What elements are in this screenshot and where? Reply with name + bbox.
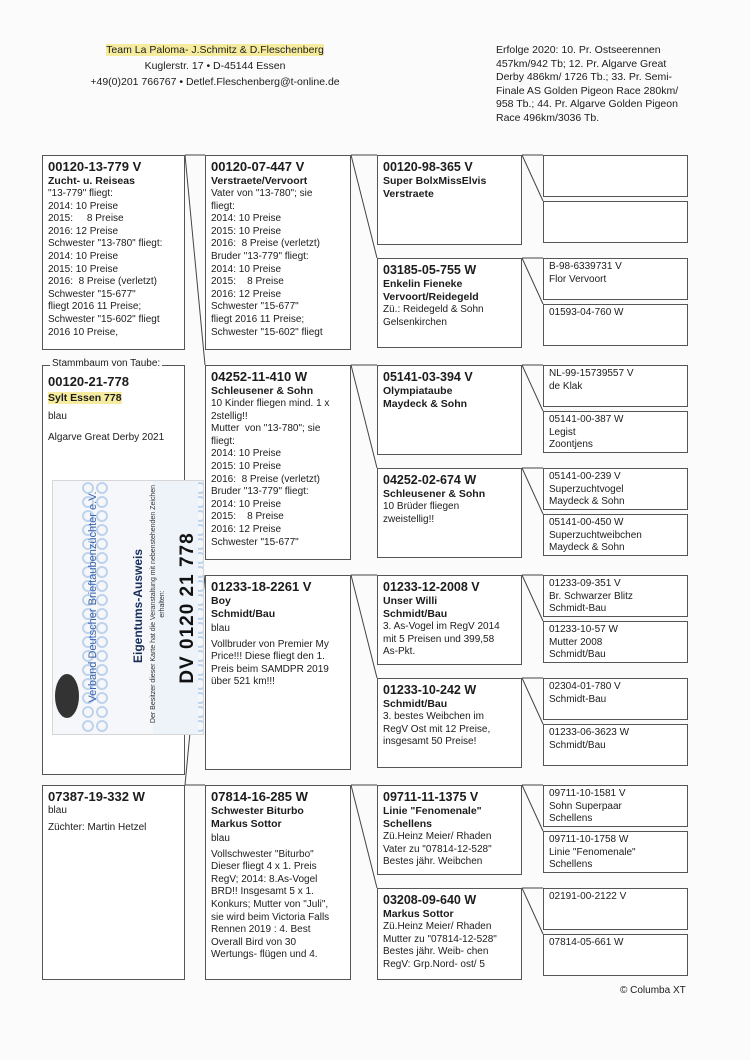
note-line: Schwester "15-677" [48, 288, 136, 300]
stammbaum-legend: Stammbaum von Taube: [52, 358, 161, 369]
note-line: 01233-10-57 W [549, 624, 618, 635]
gen2-box [205, 365, 351, 560]
note-line: Preis beim SAMDPR 2019 [211, 663, 329, 675]
father-box [42, 155, 185, 350]
erfolge-line: Derby 486km/ 1726 Tb.; 33. Pr. Semi- [496, 71, 673, 83]
pigeon-name: Zucht- u. Reiseas [48, 175, 135, 187]
pedigree-notes [383, 501, 516, 526]
note-line: 09711-10-1758 W [549, 834, 629, 845]
note-line: fliegt 2016 11 Preise; [211, 313, 305, 325]
ancestor-box [543, 785, 688, 827]
ancestor-box [543, 888, 688, 930]
note-line: Price!!! Diese fliegt den 1. [211, 651, 325, 663]
gen3-box [377, 258, 522, 348]
note-line: Vollbruder von Premier My [211, 638, 329, 650]
note-line: Mutter zu "07814-12-528" [383, 933, 497, 945]
note-line: 2016 10 Preise, [48, 326, 119, 338]
note-line: 01233-09-351 V [549, 578, 621, 589]
pedigree-notes [383, 711, 516, 749]
erfolge-block [496, 44, 711, 125]
card-label: Eigentums-Ausweis [131, 548, 145, 664]
ancestor-box [543, 724, 688, 766]
pigeon-name: Enkelin Fieneke [383, 278, 463, 290]
note-line: 10 Kinder fliegen mind. 1 x [211, 398, 330, 409]
ring-number: 04252-02-674 W [383, 473, 477, 487]
note-line: 05141-00-387 W [549, 414, 624, 425]
note-line: Schwester "15-602" fliegt [48, 313, 160, 325]
ancestor-box [543, 411, 688, 453]
note-line: Schmidt/Bau [549, 739, 606, 751]
pigeon-note: Algarve Great Derby 2021 [48, 431, 165, 443]
ring-number: 07814-16-285 W [211, 789, 308, 804]
ancestor-box [543, 934, 688, 976]
note-line: 05141-00-239 V [549, 471, 621, 482]
pedigree-notes [383, 621, 516, 659]
pigeon-name: Sylt Essen 778 [48, 392, 122, 404]
note-line: 2016: 12 Preise [48, 225, 119, 237]
note-line: Vater von "13-780"; sie [211, 188, 313, 199]
note-line: 2015: 10 Preise [211, 460, 282, 472]
pigeon-name: Markus Sottor [383, 908, 454, 920]
ancestor-box [543, 258, 688, 300]
note-line: 09711-10-1581 V [549, 788, 626, 799]
pigeon-name: Super BolxMissElvis [383, 175, 487, 187]
pedigree-notes [48, 188, 179, 339]
pigeon-owner: Markus Sottor [211, 818, 282, 830]
note-line: Bruder "13-779" fliegt: [211, 486, 309, 498]
gen3-box [377, 785, 522, 875]
note-line: 2014: 10 Preise [48, 250, 119, 262]
gen2-box [205, 575, 351, 770]
pigeon-owner: Vervoort/Reidegeld [383, 291, 479, 303]
card-title: Verband Deutscher Brieftaubenzüchter e.V. [87, 491, 99, 703]
note-line: Wertungs- flügen und 4. [211, 949, 318, 961]
note-line: Bestes jähr. Weibchen [383, 856, 483, 868]
note-line: As-Pkt. [383, 646, 416, 658]
ring-number: 01233-18-2261 V [211, 579, 312, 594]
gen3-box [377, 468, 522, 558]
erfolge-line: Finale AS Golden Pigeon Race 280km/ [496, 84, 679, 97]
erfolge-line: Erfolge 2020: 10. Pr. Ostseerennen [496, 44, 661, 56]
ancestor-box [543, 468, 688, 510]
note-line: Vater zu "07814-12-528" [383, 843, 492, 855]
breeder: Züchter: Martin Hetzel [48, 821, 147, 833]
note-line: fliegt: [211, 435, 235, 447]
note-line: 2015: 8 Preise [48, 213, 124, 225]
note-line: Rennen 2019 : 4. Best [211, 924, 311, 936]
note-line: sie wird beim Victoria Falls [211, 911, 330, 923]
note-line: Mutter 2008 [549, 636, 603, 648]
ring-number: 07387-19-332 W [48, 789, 145, 804]
pigeon-name: Schwester Biturbo [211, 805, 304, 817]
note-line: Schellens [549, 813, 593, 825]
note-line: 2016: 12 Preise [211, 288, 282, 300]
pedigree-notes [383, 921, 516, 971]
contact: +49(0)201 766767 • Detlef.Fleschenberg@t-online.de [90, 76, 340, 88]
pigeon-owner: Schellens [383, 818, 433, 830]
pigeon-name: Unser Willi [383, 595, 438, 607]
card-number: DV 0120 21 778 [177, 532, 198, 684]
ancestor-box [543, 831, 688, 873]
pigeon-color: blau [48, 805, 67, 816]
note-line: 05141-00-450 W [549, 517, 624, 528]
pigeon-color: blau [48, 411, 67, 422]
note-line: 2016: 8 Preise (verletzt) [48, 276, 157, 288]
note-line: Vollschwester "Biturbo" [211, 848, 314, 860]
pigeon-owner: Maydeck & Sohn [383, 398, 468, 410]
note-line: Overall Bird von 30 [211, 936, 297, 948]
ring-number: 00120-98-365 V [383, 160, 473, 174]
note-line: über 521 km!!! [211, 676, 275, 688]
address: Kuglerstr. 17 • D-45144 Essen [144, 60, 286, 72]
note-line: "13-779" fliegt: [48, 188, 113, 199]
pigeon-name: Verstraete/Vervoort [211, 175, 308, 187]
gen3-box [377, 678, 522, 768]
ring-number: 09711-11-1375 V [383, 790, 479, 804]
note-line: 2014: 10 Preise [48, 200, 119, 212]
note-line: Schwester "13-780" fliegt: [48, 238, 163, 250]
note-line: Schellens [549, 859, 593, 871]
erfolge-line: Race 496km/3036 Tb. [496, 111, 600, 124]
note-line: Legist [549, 426, 576, 438]
note-line: mit 5 Preisen und 399,58 [383, 633, 495, 645]
pedigree-notes [211, 639, 345, 689]
card-small-text: Der Besitzer dieser Karte hat die Veranstaltung mit nebenstehenden Zeichen erhalten: [150, 484, 166, 724]
note-line: Br. Schwarzer Blitz [549, 590, 633, 602]
note-line: Konkurs; Mutter von "Juli", [211, 898, 329, 910]
pigeon-name: Boy [211, 595, 231, 607]
team-name: Team La Paloma- J.Schmitz & D.Fleschenberg [106, 44, 324, 56]
note-line: fliegt: [211, 200, 235, 212]
note-line: Gelsenkirchen [383, 316, 447, 328]
gen3-box [377, 888, 522, 980]
pigeon-owner: Schmidt/Bau [383, 608, 448, 620]
note-line: Superzuchtvogel [549, 483, 624, 495]
note-line: Sohn Superpaar [549, 800, 622, 812]
note-line: 07814-05-661 W [549, 937, 624, 948]
note-line: Schmidt-Bau [549, 693, 607, 705]
breeder-header [80, 42, 350, 90]
note-line: Zü.Heinz Meier/ Rhaden [383, 831, 492, 842]
note-line: Maydeck & Sohn [549, 542, 625, 554]
gen3-box [377, 155, 522, 245]
note-line: Zü.Heinz Meier/ Rhaden [383, 921, 492, 932]
ring-number: 04252-11-410 W [211, 369, 308, 384]
ancestor-box [543, 678, 688, 720]
note-line: de Klak [549, 380, 583, 392]
pigeon-name: Olympiataube [383, 385, 453, 397]
gen3-box [377, 575, 522, 665]
note-line: 02304-01-780 V [549, 681, 621, 692]
note-line: Maydeck & Sohn [549, 496, 625, 508]
note-line: Schmidt-Bau [549, 603, 607, 615]
note-line: 01593-04-760 W [549, 307, 624, 318]
note-line: 3. As-Vogel im RegV 2014 [383, 621, 500, 632]
note-line: 2016: 8 Preise (verletzt) [211, 473, 320, 485]
ancestor-box [543, 201, 688, 243]
pigeon-name: Schmidt/Bau [383, 698, 448, 710]
pigeon-owner: Verstraete [383, 188, 434, 200]
ancestor-box [543, 365, 688, 407]
pedigree-notes [211, 398, 345, 549]
note-line: Zü.: Reidegeld & Sohn [383, 304, 484, 315]
note-line: 2014: 10 Preise [211, 213, 282, 225]
gen3-box [377, 365, 522, 455]
note-line: RegV; 2014: 8.As-Vogel [211, 873, 318, 885]
pigeon-name: Linie "Fenomenale" [383, 805, 482, 817]
note-line: 2016: 8 Preise (verletzt) [211, 238, 320, 250]
note-line: zweistellig!! [383, 513, 435, 525]
note-line: 2015: 8 Preise [211, 511, 284, 523]
note-line: 3. bestes Weibchen im [383, 711, 484, 722]
note-line: Linie "Fenomenale" [549, 846, 636, 858]
note-line: Schwester "15-677" [211, 536, 299, 548]
note-line: 2stellig!! [211, 410, 248, 422]
note-line: Dieser fliegt 4 x 1. Preis [211, 861, 317, 873]
note-line: Schwester "15-602" fliegt [211, 326, 323, 338]
ownership-card [52, 480, 204, 735]
gen2-box [205, 155, 351, 350]
pedigree-notes [211, 188, 345, 339]
note-line: Bruder "13-779" fliegt: [211, 250, 309, 262]
gen2-box [205, 785, 351, 980]
note-line: RegV: Grp.Nord- ost/ 5 [383, 958, 485, 970]
erfolge-line: 457km/942 Tb; 12. Pr. Algarve Great [496, 57, 667, 70]
ring-number: 01233-12-2008 V [383, 580, 480, 594]
mother-box [42, 785, 185, 980]
note-line: 2014: 10 Preise [211, 263, 282, 275]
note-line: Bestes jähr. Weib- chen [383, 946, 489, 958]
note-line: Zoontjens [549, 439, 593, 451]
note-line: insgesamt 50 Preise! [383, 736, 477, 748]
note-line: BRD!! Insgesamt 5 x 1. [211, 886, 314, 898]
note-line: B-98-6339731 V [549, 261, 622, 272]
note-line: Schwester "15-677" [211, 301, 299, 313]
pigeon-color: blau [211, 623, 230, 634]
note-line: 01233-06-3623 W [549, 727, 630, 738]
ancestor-box [543, 514, 688, 556]
note-line: Mutter von "13-780"; sie [211, 423, 321, 435]
pedigree-notes [211, 849, 345, 962]
ring-number: 00120-13-779 V [48, 159, 142, 174]
note-line: Flor Vervoort [549, 273, 607, 285]
ring-number: 01233-10-242 W [383, 683, 477, 697]
note-line: 2016: 12 Preise [211, 523, 282, 535]
ring-number: 00120-07-447 V [211, 159, 305, 174]
footer-copyright: © Columba XT [620, 985, 686, 996]
note-line: Schmidt/Bau [549, 649, 606, 661]
ring-number: 03208-09-640 W [383, 893, 477, 907]
pigeon-name: Schleusener & Sohn [383, 488, 486, 500]
note-line: 2014: 10 Preise [211, 498, 282, 510]
note-line: 2015: 10 Preise [211, 225, 282, 237]
ancestor-box [543, 304, 688, 346]
note-line: fliegt 2016 11 Preise; [48, 301, 142, 313]
pedigree-notes [383, 831, 516, 869]
note-line: NL-99-15739557 V [549, 368, 634, 379]
erfolge-line: 958 Tb.; 44. Pr. Algarve Golden Pigeon [496, 98, 678, 110]
pigeon-color: blau [211, 833, 230, 844]
note-line: Superzuchtweibchen [549, 529, 642, 541]
ring-number: 03185-05-755 W [383, 263, 477, 277]
ancestor-box [543, 621, 688, 663]
pigeon-owner: Schmidt/Bau [211, 608, 276, 620]
ring-number: 05141-03-394 V [383, 370, 473, 384]
note-line: 10 Brüder fliegen [383, 501, 460, 512]
ancestor-box [543, 155, 688, 197]
pedigree-notes [383, 304, 516, 329]
note-line: RegV Ost mit 12 Preise, [383, 723, 491, 735]
ancestor-box [543, 575, 688, 617]
note-line: 2014: 10 Preise [211, 448, 282, 460]
note-line: 2015: 10 Preise [48, 263, 119, 275]
ring-number: 00120-21-778 [48, 374, 129, 389]
note-line: 2015: 8 Preise [211, 276, 284, 288]
pigeon-name: Schleusener & Sohn [211, 385, 314, 397]
note-line: 02191-00-2122 V [549, 891, 627, 902]
